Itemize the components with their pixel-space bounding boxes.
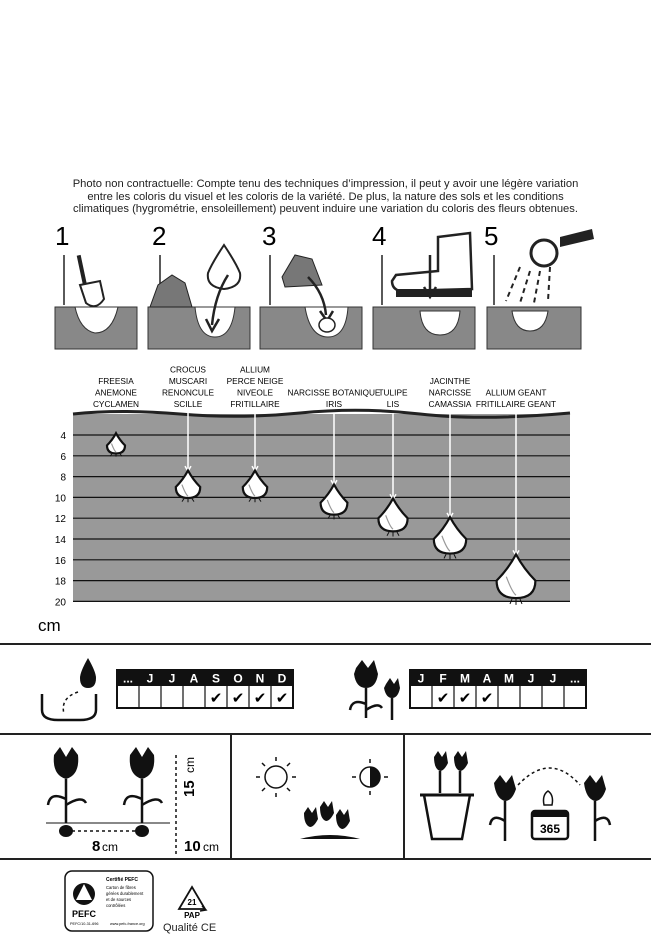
month-label: N [255, 671, 265, 686]
depth-tick: 10 [54, 493, 66, 505]
bulb-label: FRITILLAIRE [230, 399, 280, 409]
month-label: J [549, 671, 557, 686]
tulip-bed-icon [300, 801, 360, 839]
pefc-url: www.pefc-france.org [110, 922, 145, 926]
bulb-icon [319, 318, 335, 332]
check-mark: ✔ [253, 690, 267, 707]
month-label: S [211, 671, 221, 686]
month-label: ... [569, 671, 581, 686]
bulb-label: ANEMONE [95, 387, 137, 398]
sun-icon [256, 757, 296, 797]
step-number: 2 [152, 221, 167, 251]
bulb-label: MUSCARI [168, 376, 208, 386]
planting-steps [0, 215, 651, 355]
check-mark: ✔ [436, 690, 450, 707]
divider [0, 643, 651, 645]
month-label: J [417, 671, 425, 686]
check-mark: ✔ [480, 690, 494, 707]
spacing-unit: cm [102, 840, 118, 854]
unit-label: cm [38, 616, 61, 635]
depth-tick: 12 [54, 514, 66, 526]
month-label: J [146, 671, 154, 686]
pefc-body-line: gérées durablement [106, 891, 144, 896]
bulb-label: PERCE NEIGE [226, 376, 284, 386]
month-label: M [460, 671, 470, 686]
depth-tick: 18 [54, 576, 66, 588]
bulb-label: CYCLAMEN [92, 399, 140, 409]
depth-tick: 16 [54, 555, 66, 567]
depth-unit: cm [183, 757, 197, 773]
trowel-icon [77, 255, 104, 306]
bulb-label: ALLIUM [240, 364, 270, 375]
spacing-value: 8 [92, 838, 101, 855]
care-info [0, 735, 651, 858]
flowering-calendar [410, 670, 586, 708]
boot-icon [392, 233, 472, 297]
recycle-label: PAP [184, 911, 200, 920]
bulb-label: TULIPE [378, 387, 408, 398]
step-4 [372, 221, 475, 349]
check-mark: ✔ [231, 690, 245, 707]
disclaimer-line: Photo non contractuelle: Compte tenu des techniques d’impression, il peut y avoir une légère variation [72, 178, 579, 190]
pefc-body-line: Carton de fibres [106, 885, 136, 890]
month-label: A [482, 671, 492, 686]
pefc-code: PEFC/10-31-696 [70, 922, 99, 926]
recycle-icon [174, 884, 210, 920]
watering-can-icon [531, 229, 594, 266]
bulb-label: RENONCULE [161, 387, 215, 398]
pefc-body-line: et de sources [106, 897, 132, 902]
step-number: 1 [55, 221, 70, 251]
calendars [0, 648, 651, 730]
month-label: A [189, 671, 199, 686]
depth-tick: 20 [54, 597, 66, 609]
depth-tick: 4 [60, 431, 66, 442]
bulb-label: ALLIUM GEANT [485, 387, 547, 398]
step-2 [148, 221, 250, 349]
check-mark: ✔ [275, 690, 289, 707]
step-number: 5 [484, 221, 499, 251]
bulb-label: CAMASSIA [428, 399, 472, 409]
pot-icon [420, 751, 474, 839]
month-label: ... [122, 671, 134, 686]
depth-tick: 8 [60, 472, 66, 484]
bulb-depth-unit: cm [203, 840, 219, 854]
pefc-title: Certifié PEFC [106, 877, 138, 883]
bulb-label: FRITILLAIRE GEANT [475, 399, 557, 409]
perennial-badge: 365 [539, 822, 561, 836]
depth-chart [0, 355, 651, 640]
disclaimer [40, 178, 611, 216]
divider [0, 858, 651, 860]
planting-calendar [117, 670, 293, 708]
depth-value: 15 [181, 780, 198, 797]
planting-icon [42, 658, 96, 720]
pefc-logo-text: PEFC [72, 909, 97, 919]
bulb-label: IRIS [325, 399, 343, 409]
step-1 [55, 221, 137, 349]
bulb-depth-value: 10 [184, 838, 201, 855]
month-label: O [233, 671, 243, 686]
month-label: M [504, 671, 514, 686]
check-mark: ✔ [209, 690, 223, 707]
bulb-label: LIS [386, 399, 400, 409]
tulip-icon [350, 660, 400, 720]
depth-tick: 6 [60, 451, 66, 463]
disclaimer-line: climatiques (hygrométrie, ensoleillement) peuvent induire une variation du coloris des fleurs obtenues. [73, 203, 578, 216]
disclaimer-line: entre les coloris du visuel et les coloris de la variété. De plus, la nature des sols et les conditions [87, 190, 564, 203]
step-5 [484, 221, 594, 349]
pefc-body-line: contrôlées [106, 903, 126, 908]
bulb-label: SCILLE [173, 399, 203, 409]
month-label: J [168, 671, 176, 686]
pefc-logo [64, 870, 154, 932]
bulb-label: NARCISSE BOTANIQUE [287, 387, 381, 398]
bulb-label: FREESIA [98, 376, 134, 386]
recycle-number: 21 [187, 898, 197, 907]
depth-tick: 14 [54, 535, 66, 546]
bulb-label: NIVEOLE [237, 387, 273, 398]
month-label: D [277, 671, 287, 686]
perennial-icon [490, 768, 610, 841]
bulb-label: NARCISSE [428, 387, 472, 398]
month-label: F [439, 671, 447, 686]
check-mark: ✔ [458, 690, 472, 707]
spacing-diagram [46, 747, 219, 855]
step-number: 4 [372, 221, 387, 251]
month-label: J [527, 671, 535, 686]
bulb-label: JACINTHE [429, 376, 471, 386]
step-3 [260, 221, 362, 349]
bulb-label: CROCUS [170, 364, 206, 375]
half-sun-icon [352, 759, 388, 795]
step-number: 3 [262, 221, 277, 251]
quality-label: Qualité CE [163, 922, 217, 934]
